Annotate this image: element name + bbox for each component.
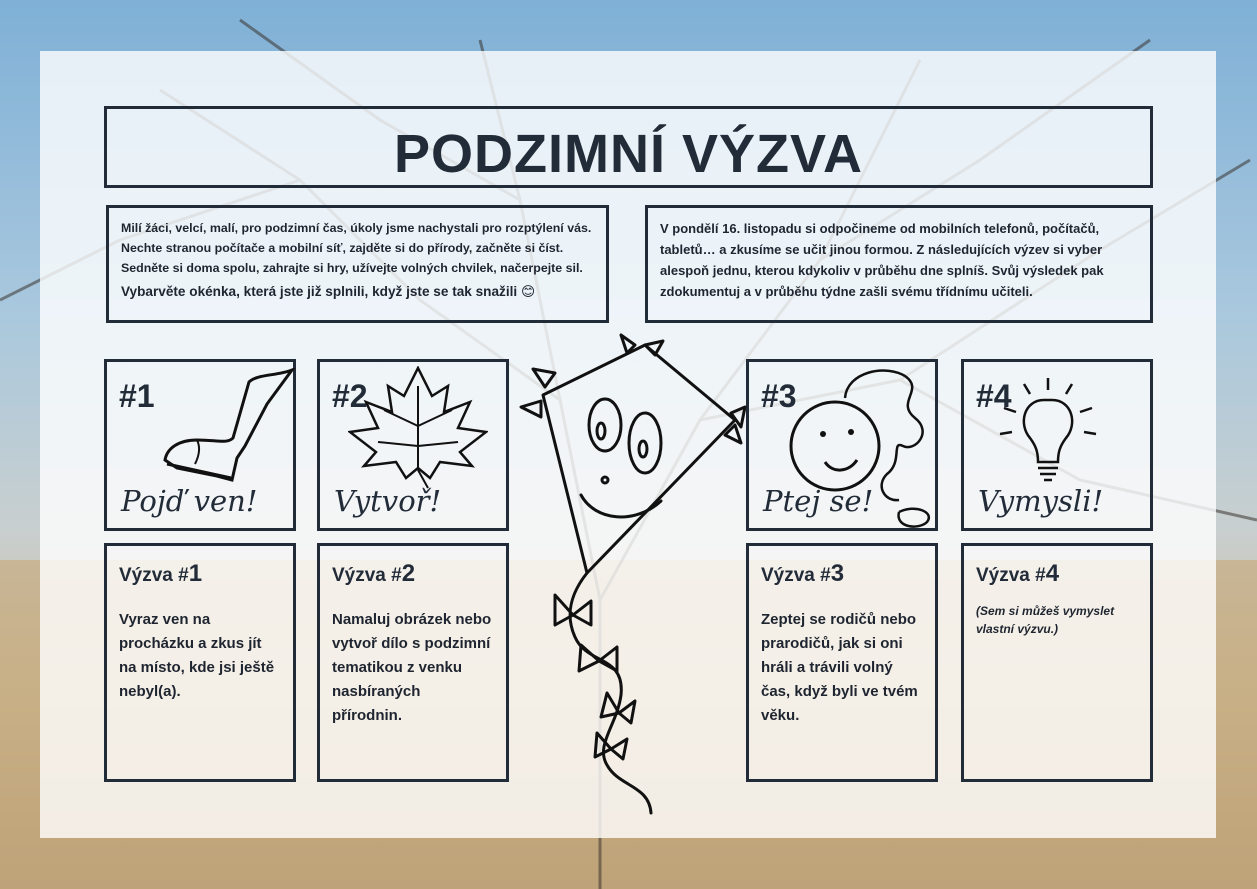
intro-right-box — [645, 205, 1153, 323]
challenge-desc-2 — [317, 543, 509, 782]
challenge-desc-1 — [104, 543, 296, 782]
challenge-body-4: (Sem si můžeš vymyslet vlastní výzvu.) — [976, 604, 1115, 636]
challenge-desc-4 — [961, 543, 1153, 782]
card-challenge-4[interactable] — [961, 359, 1153, 531]
challenge-title-1: Výzva #1 — [119, 560, 203, 587]
leaf-icon — [348, 366, 488, 491]
page-title: PODZIMNÍ VÝZVA — [393, 124, 864, 184]
card-challenge-2[interactable] — [317, 359, 509, 531]
intro-right-text: V pondělí 16. listopadu si odpočineme od mobilních telefonů, počítačů, tabletů… a zkusíme se učit jinou formou. Z následujících výzev si vyber alespoň jednu, kterou kdykoliv v průběhu dne splníš. Svůj výsledek pak zdokumentuj a v průběhu týdne zašli svému třídnímu učiteli. — [660, 221, 1104, 299]
title-box — [104, 106, 1153, 188]
challenge-body-3: Zeptej se rodičů nebo prarodičů, jak si oni hráli a trávili volný čas, když byli ve tvém věku. — [761, 611, 918, 724]
card-caption-4: Vymysli! — [978, 484, 1104, 518]
challenge-title-4: Výzva #4 — [976, 560, 1060, 587]
challenge-desc-3 — [746, 543, 938, 782]
challenge-body-1: Vyraz ven na procházku a zkus jít na místo, kde jsi ještě nebyl(a). — [119, 611, 275, 700]
card-number-1: #1 — [119, 378, 155, 414]
card-number-2: #2 — [332, 378, 368, 414]
card-caption-2: Vytvoř! — [334, 484, 442, 518]
boot-icon — [157, 368, 297, 488]
card-challenge-1[interactable] — [104, 359, 296, 531]
card-caption-1: Pojď ven! — [121, 484, 258, 518]
kite-icon — [515, 325, 755, 815]
intro-left-call: Vybarvěte okénka, která jste již splnili, když jste se tak snažili 😊 — [121, 284, 536, 299]
challenge-body-2: Namaluj obrázek nebo vytvoř dílo s podzimní tematikou z venku nasbíraných přírodnin. — [332, 611, 492, 724]
card-number-3: #3 — [761, 378, 797, 414]
intro-left-box — [106, 205, 609, 323]
card-challenge-3[interactable] — [746, 359, 938, 531]
challenge-title-3: Výzva #3 — [761, 560, 845, 587]
lightbulb-icon — [994, 372, 1119, 487]
intro-left-text: Milí žáci, velcí, malí, pro podzimní čas, úkoly jsme nachystali pro rozptýlení vás. Nechte stranou počítače a mobilní síť, zajděte si do přírody, začněte si číst. Sedněte si doma spolu, zahrajte si hry, užívejte volných chvilek, načerpejte sil. — [121, 221, 592, 275]
challenge-title-2: Výzva #2 — [332, 560, 416, 587]
card-caption-3: Ptej se! — [763, 484, 874, 518]
card-number-4: #4 — [976, 378, 1012, 414]
